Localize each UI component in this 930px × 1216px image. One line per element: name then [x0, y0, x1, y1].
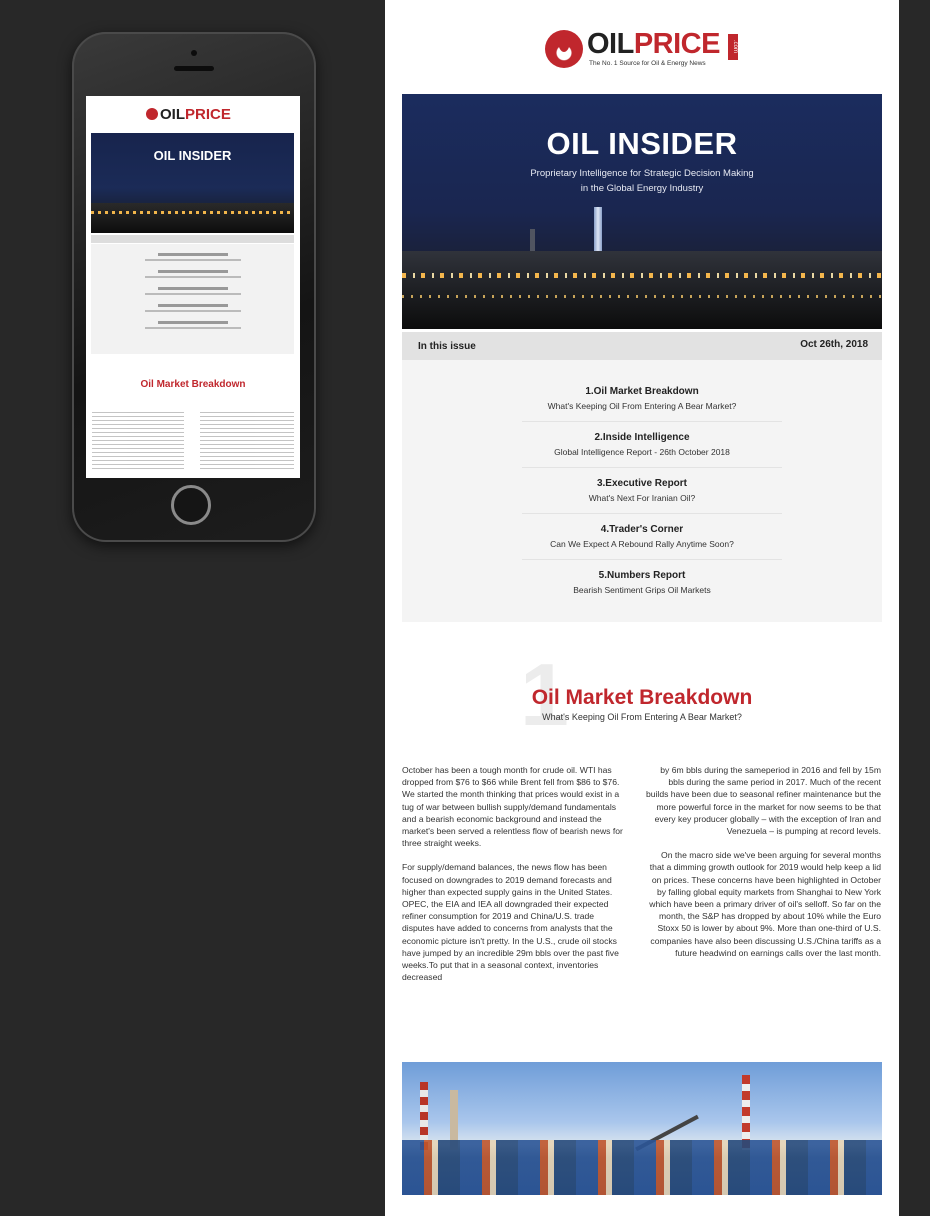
- issue-date: Oct 26th, 2018: [800, 339, 868, 350]
- article-paragraph: On the macro side we've been arguing for several months that a dimming growth outlook for 2019 would help keep a lid on prices. These concerns have been highlighted in October by falling global equity markets from Shanghai to New York which have been a primary driver of oil's selloff. So far on the month, the S&P has dropped by about 10% while the Euro Stoxx 50 is lower by about 9%. More than one-third of U.S. companies have also been discussing U.S./China tariffs as a future headwind on earnings calls over the last month.: [649, 850, 881, 958]
- article-column-right: [645, 764, 881, 971]
- phone-home-button: [171, 485, 211, 525]
- phone-hero-title: OIL INSIDER: [153, 148, 232, 163]
- toc-subheading[interactable]: Bearish Sentiment Grips Oil Markets: [573, 585, 711, 595]
- toc-subheading[interactable]: Global Intelligence Report - 26th October 2018: [554, 447, 730, 457]
- phone-article-text: [92, 412, 294, 472]
- article-paragraph: For supply/demand balances, the news flow has been focused on downgrades to 2019 demand forecasts and higher than expected supply gains in the United States. OPEC, the EIA and IEA all downgraded their expected refiner consumption for 2019 and China/U.S. trade disputes have added to concerns from analysts that the economic picture isn't pretty. In the U.S., crude oil stocks have jumped by an incredible 29m bbls over the past five weeks.To put that in a seasonal context, inventories decreased: [402, 862, 619, 983]
- phone-toc: [91, 244, 294, 354]
- oilprice-logo[interactable]: [545, 28, 745, 72]
- toc-divider: [522, 559, 782, 560]
- toc-heading[interactable]: 2.Inside Intelligence: [594, 432, 690, 443]
- phone-speaker: [174, 66, 214, 71]
- section-number: 1: [520, 645, 569, 744]
- section-title: Oil Market Breakdown: [531, 686, 753, 709]
- phone-logo: OILPRICE: [146, 106, 231, 123]
- phone-screen: [86, 96, 300, 478]
- hero-subtitle-line1: Proprietary Intelligence for Strategic Decision Making: [530, 168, 754, 179]
- phone-issue-bar: [91, 235, 294, 243]
- logo-tagline: The No. 1 Source for Oil & Energy News: [589, 60, 706, 67]
- toc-heading[interactable]: 3.Executive Report: [596, 478, 688, 489]
- toc-subheading[interactable]: Can We Expect A Rebound Rally Anytime Soon?: [550, 539, 734, 549]
- newsletter-page: [385, 0, 899, 1216]
- toc-item-traders-corner[interactable]: [402, 524, 882, 549]
- toc-item-numbers-report[interactable]: [402, 570, 882, 595]
- toc-subheading[interactable]: What's Next For Iranian Oil?: [588, 493, 696, 503]
- toc-item-inside-intelligence[interactable]: [402, 432, 882, 457]
- toc-divider: [522, 467, 782, 468]
- toc-heading[interactable]: 4.Trader's Corner: [600, 524, 684, 535]
- oil-drop-icon: [146, 108, 158, 120]
- issue-bar: [402, 332, 882, 360]
- hero-title: OIL INSIDER: [546, 126, 738, 161]
- hero-subtitle-line2: in the Global Energy Industry: [580, 183, 704, 194]
- section-header: [402, 645, 882, 744]
- chimney: [742, 1075, 750, 1150]
- phone-mockup: [72, 32, 316, 542]
- table-of-contents: [402, 360, 882, 622]
- hero-banner: [402, 94, 882, 329]
- phone-section-title: Oil Market Breakdown: [140, 379, 246, 390]
- toc-subheading[interactable]: What's Keeping Oil From Entering A Bear Market?: [547, 401, 737, 411]
- toc-heading[interactable]: 1.Oil Market Breakdown: [585, 386, 699, 397]
- article-paragraph: October has been a tough month for crude oil. WTI has dropped from $76 to $66 while Brent fell from $86 to $76. We started the month thinking that prices would exist in a tug of war between bullish supply/demand fundamentals and a bearish economic background and instead the market's been served a relentless flow of bearish news for three straight weeks.: [402, 765, 623, 849]
- oil-drop-icon: [545, 30, 583, 68]
- refinery-night-image: [402, 251, 882, 329]
- issue-label: In this issue: [418, 341, 476, 352]
- phone-refinery-image: [91, 203, 294, 233]
- toc-divider: [522, 421, 782, 422]
- toc-heading[interactable]: 5.Numbers Report: [598, 570, 686, 581]
- logo-wordmark: OILPRICE: [587, 28, 720, 60]
- toc-item-executive-report[interactable]: [402, 478, 882, 503]
- toc-item-oil-market-breakdown[interactable]: [402, 386, 882, 411]
- industrial-buildings: [402, 1140, 882, 1195]
- article-paragraph: by 6m bbls during the sameperiod in 2016 and fell by 15m bbls during the same period in 2017. Much of the recent builds have been due to seasonal refiner maintenance but the more powerful force in the market for now seems to be that every key producer globally – with the exception of Iran and Venezuela – is pumping at record levels.: [645, 765, 881, 837]
- phone-hero-banner: [91, 133, 294, 233]
- phone-camera: [191, 50, 197, 56]
- toc-divider: [522, 513, 782, 514]
- industrial-port-image: [402, 1062, 882, 1195]
- article-column-left: [402, 764, 624, 995]
- section-subtitle: What's Keeping Oil From Entering A Bear Market?: [542, 712, 742, 722]
- logo-dotcom: .com: [728, 34, 738, 60]
